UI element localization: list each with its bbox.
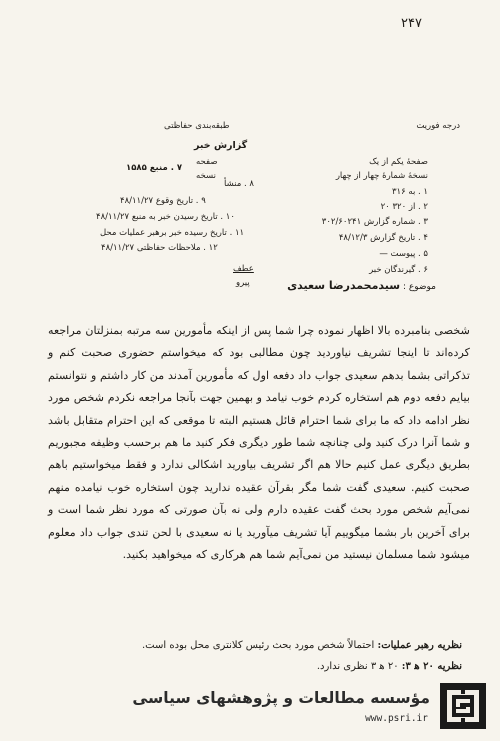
report-body [48,320,470,566]
meta-item-11: ۱۱ . تاریخ رسیده خبر برهبر عملیات محل [100,228,245,238]
meta-item-8: ۸ . منشأ [224,179,254,189]
leader-note [142,640,462,651]
meta-item-1: ۱ . به ۳۱۶ [391,187,428,197]
subject-value: سیدمحمدرضا سعیدی [287,279,401,292]
meta-copy-of: نسخهٔ شمارهٔ چهار از چهار [335,171,428,181]
institute-name: مؤسسه مطالعات و پژوهشهای سیاسی [132,689,430,707]
meta-item-7: ۷ . منبع ۱۵۸۵ [126,163,183,173]
subject-row [287,279,436,292]
logo-pattern-icon [440,683,486,729]
leader-note-label: نظریه رهبر عملیات: [377,640,462,651]
n20-note-label: نظریه ۲۰ ه‍ ۳: [401,661,462,672]
meta-item-9: ۹ . تاریخ وقوع ۴۸/۱۱/۲۷ [120,196,206,206]
report-title: گزارش خبر [194,140,248,151]
subject-label: موضوع : [402,282,436,292]
stamp-atf: عطف [233,264,254,274]
n20-note [317,661,462,672]
meta-copy-label: نسخه [196,171,216,181]
meta-item-12: ۱۲ . ملاحظات حفاظتی ۴۸/۱۱/۲۷ [101,243,218,253]
meta-item-3: ۳ . شماره گزارش ۳۰۲/۶۰۲۴۱ [321,217,428,227]
classification-label: طبقه‌بندی حفاظتی [164,121,230,131]
meta-item-2: ۲ . از ۳۲۰ ۲۰ [380,202,428,212]
meta-page-of: صفحهٔ یکم از یک [369,157,428,167]
meta-page-label: صفحه [196,157,218,167]
n20-note-text: ۲۰ ه‍ ۳ نظری ندارد. [316,661,399,672]
page-number: ۲۴۷ [401,16,422,31]
meta-item-6: ۶ . گیرندگان خبر [369,265,428,275]
institute-logo [440,683,486,729]
priority-label: درجه فوریت [416,121,460,131]
meta-item-4: ۴ . تاریخ گزارش ۴۸/۱۲/۳ [338,233,428,243]
leader-note-text: احتمالاً شخص مورد بحث رئیس کلانتری محل بوده است. [142,640,375,651]
body-paragraph: شخصی بنامبرده بالا اظهار نموده چرا شما پس از اینکه مأمورین سه مرتبه بمنزلتان مراجعه کرده‌اند تا اینجا تشریف نیاوردید چون مطالبی بود که میخواستم حضوری صحبت کنم و تذکراتی بشما بدهم سعیدی جواب داد دفعه اول که مأمورین آمدند من کار داشتم و نتوانستم بیایم دفعه دوم هم استخاره کردم خوب نیامد و بهمین جهت بآنجا مراجعه نکردم شخص مورد نظر ادامه داد که ما برای شما احترام قائل هستیم البته تا موقعی که این احترام متقابل باشد و شما آنرا درک کنید ولی چنانچه شما طور دیگری فکر کنید ما هم برحسب وظیفه مجبوریم بطریق دیگری عمل کنیم حالا هم اگر تشریف بیاورید اشکالی ندارد و فقط میخواستیم باهم صحبت کنیم. سعیدی گفت شما مگر بقرآن عقیده ندارید چون استخاره خوب نیامده منهم نمی‌آیم شخص مورد بحث گفت عقیده دارم ولی نه بآن صورتی که مورد نظر شما است و برای آخرین بار بشما میگوییم آیا تشریف میآورید یا نه سعیدی با لحن تندی جواب داد معلوم میشود شما مسلمان نیستید من نمی‌آیم شما هم هرکاری که میخواهید بکنید. [48,324,470,562]
stamp-peyro: پیرو [236,278,250,288]
meta-item-5: ۵ . پیوست — [379,249,428,259]
institute-url[interactable]: www.psri.ir [365,713,428,724]
meta-item-10: ۱۰ . تاریخ رسیدن خبر به منبع ۴۸/۱۱/۲۷ [96,212,235,222]
